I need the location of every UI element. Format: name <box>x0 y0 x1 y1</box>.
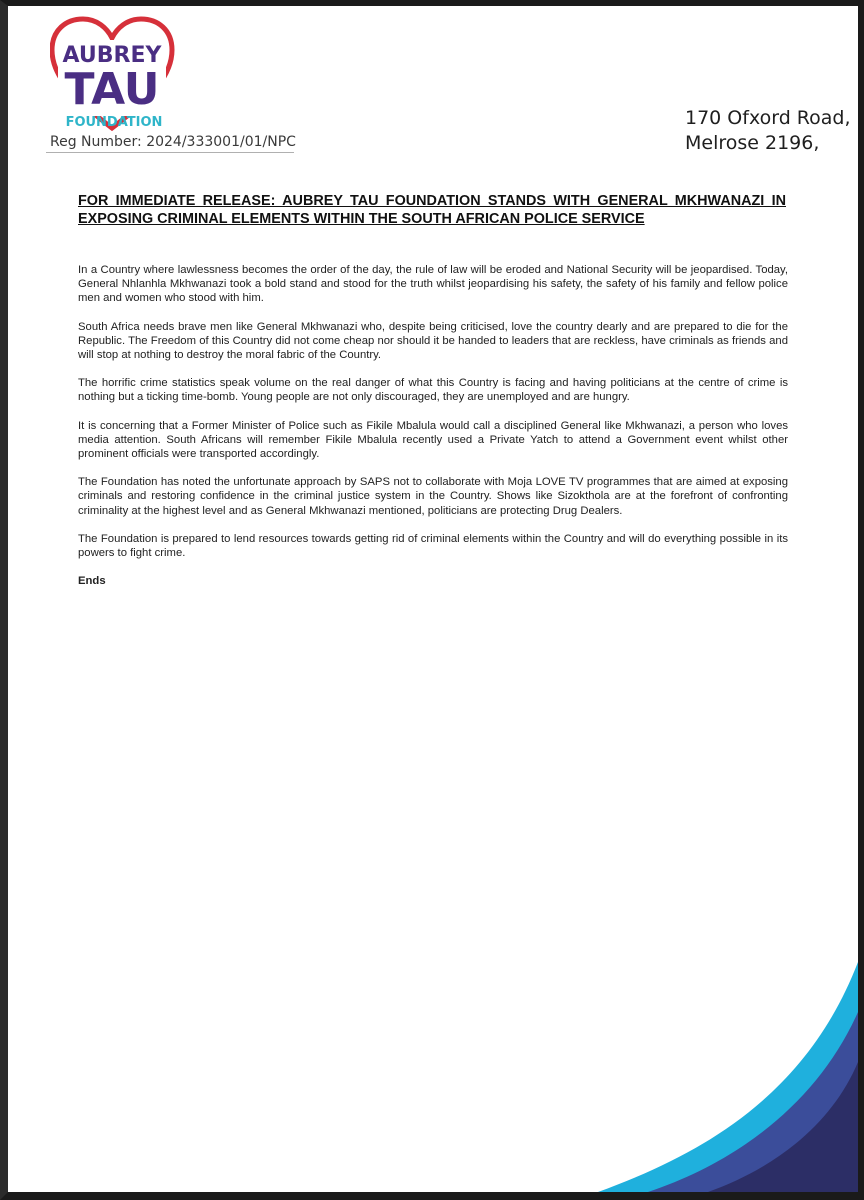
paragraph-1: In a Country where lawlessness becomes the order of the day, the rule of law will be eroded and National Security will be jeopardised. Today, General Nhlanhla Mkhwanazi took a bold stand and stood for the truth whilst jeopardising his safety, the safety of his family and fellow police men and women who stood with him. <box>78 264 788 305</box>
paragraph-3: The horrific crime statistics speak volume on the real danger of what this Country is facing and having politicians at the centre of crime is nothing but a ticking time-bomb. Young people are not only discouraged, they are unemployed and are hungry. <box>78 377 788 404</box>
address-line-2: Melrose 2196, <box>685 132 820 154</box>
logo-line2: TAU <box>64 64 160 115</box>
address-block <box>685 106 851 156</box>
corner-decoration <box>478 852 858 1192</box>
paragraph-4: It is concerning that a Former Minister of Police such as Fikile Mbalula would call a disciplined General like Mkhwanazi, a person who loves media attention. South Africans will remember Fikile Mbalula recently used a Private Yatch to attend a Government event whilst other prominent officials were transported accordingly. <box>78 419 788 461</box>
paragraph-5: The Foundation has noted the unfortunate approach by SAPS not to collaborate with Moja LOVE TV programmes that are aimed at exposing criminals and restoring confidence in the criminal justice system in the Country. Shows like Sizokthola are at the forefront of confronting criminality at the highest level and as General Mkhwanazi mentioned, politicians are protecting Drug Dealers. <box>78 476 788 517</box>
reg-number: Reg Number: 2024/333001/01/NPC <box>50 134 296 150</box>
reg-underline <box>46 152 294 153</box>
paragraph-2: South Africa needs brave men like General Mkhwanazi who, despite being criticised, love the country dearly and are prepared to die for the Republic. The Freedom of this Country did not come cheap nor should it be handed to leaders that are reckless, have criminals as friends and will stop at nothing to destroy the moral fabric of the Country. <box>78 320 788 362</box>
address-line-1: 170 Ofxord Road, <box>685 107 851 129</box>
logo-line3: FOUNDATION <box>65 115 163 130</box>
press-release-body <box>78 263 788 588</box>
ends-marker: Ends <box>78 575 106 588</box>
foundation-logo <box>50 16 175 132</box>
paragraph-6: The Foundation is prepared to lend resources towards getting rid of criminal elements within the Country and will do everything possible in its powers to fight crime. <box>78 532 788 560</box>
logo-line1: AUBREY <box>62 43 162 68</box>
press-release-headline: FOR IMMEDIATE RELEASE: AUBREY TAU FOUNDATION STANDS WITH GENERAL MKHWANAZI IN EXPOSING CRIMINAL ELEMENTS WITHIN THE SOUTH AFRICAN POLICE SERVICE <box>78 193 786 227</box>
